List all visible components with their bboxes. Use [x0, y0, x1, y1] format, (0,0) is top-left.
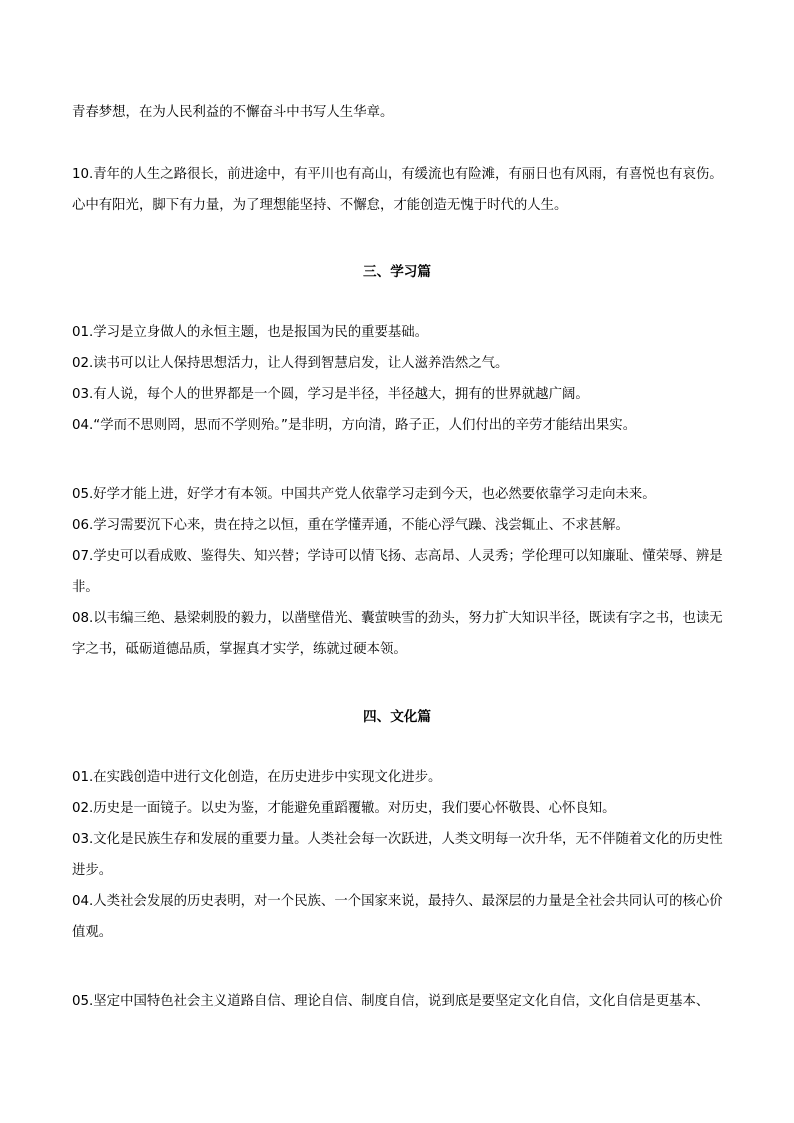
- study-item-02: 02.读书可以让人保持思想活力，让人得到智慧启发，让人滋养浩然之气。: [72, 356, 509, 371]
- study-item-05: 05.好学才能上进，好学才有本领。中国共产党人依靠学习走到今天，也必然要依靠学习走向未来。: [72, 487, 656, 502]
- culture-item-01: 01.在实践创造中进行文化创造，在历史进步中实现文化进步。: [72, 770, 442, 785]
- section-heading-study: 三、学习篇: [363, 264, 431, 280]
- culture-item-05: 05.坚定中国特色社会主义道路自信、理论自信、制度自信，说到底是要坚定文化自信，文化自信是更基本、: [72, 994, 710, 1009]
- section-heading-culture: 四、文化篇: [363, 709, 431, 725]
- study-item-06: 06.学习需要沉下心来，贵在持之以恒，重在学懂弄通，不能心浮气躁、浅尝辄止、不求甚解。: [72, 518, 629, 533]
- study-item-01: 01.学习是立身做人的永恒主题，也是报国为民的重要基础。: [72, 325, 429, 340]
- paragraph-continued: 青春梦想，在为人民利益的不懈奋斗中书写人生华章。: [72, 105, 394, 120]
- study-item-03: 03.有人说，每个人的世界都是一个圆，学习是半径，半径越大，拥有的世界就越广阔。: [72, 387, 589, 402]
- culture-item-03: 03.文化是民族生存和发展的重要力量。人类社会每一次跃进，人类文明每一次升华，无不伴随着文化的历史性进步。: [72, 832, 723, 878]
- culture-item-04: 04.人类社会发展的历史表明，对一个民族、一个国家来说，最持久、最深层的力量是全社会共同认可的核心价值观。: [72, 894, 723, 940]
- paragraph-item-10: 10.青年的人生之路很长，前进途中，有平川也有高山，有缓流也有险滩，有丽日也有风雨，有喜悦也有哀伤。心中有阳光，脚下有力量，为了理想能坚持、不懈怠，才能创造无愧于时代的人生。: [72, 167, 723, 213]
- study-item-08: 08.以韦编三绝、悬梁刺股的毅力，以凿壁借光、囊萤映雪的劲头，努力扩大知识半径，既读有字之书，也读无字之书，砥砺道德品质，掌握真才实学，练就过硬本领。: [72, 611, 723, 657]
- study-item-07: 07.学史可以看成败、鉴得失、知兴替；学诗可以情飞扬、志高昂、人灵秀；学伦理可以知廉耻、懂荣辱、辨是非。: [72, 549, 723, 595]
- study-item-04: 04.“学而不思则罔，思而不学则殆。”是非明，方向清，路子正，人们付出的辛劳才能结出果实。: [72, 418, 637, 433]
- culture-item-02: 02.历史是一面镜子。以史为鉴，才能避免重蹈覆辙。对历史，我们要心怀敬畏、心怀良知。: [72, 801, 616, 816]
